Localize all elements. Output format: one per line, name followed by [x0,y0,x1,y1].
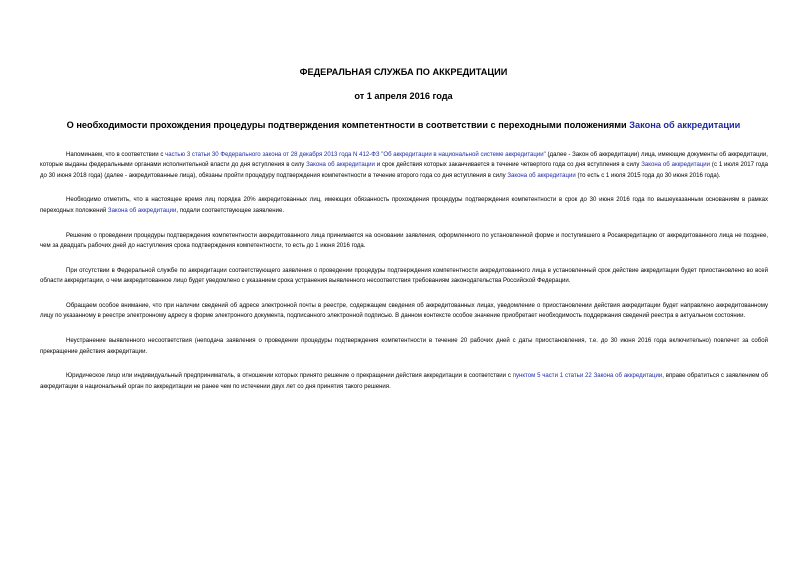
law-link[interactable]: Закона об аккредитации [641,162,711,169]
paragraph-text: Напоминаем, что в соответствии с [66,152,166,158]
paragraph-text: Необходимо отметить, что в настоящее время лиц порядка 20% аккредитованных лиц, имеющих обязанность прохождения процедуры подтверждения компетентности в срок до 30 июня 2016 года по вышеуказанным основаниям в рамках переходных положений [40,197,768,214]
paragraph-text: (то есть с 1 июля 2015 года до 30 июня 2016 года). [575,172,721,179]
paragraph-text: (далее - Закон об аккредитации) лица, имеющие документы об аккредитации, которые выданы федеральными органами исполнительной власти до дня вступления в силу [40,152,768,169]
paragraph-2 [40,195,768,216]
law-link[interactable]: Закона об аккредитации [507,172,576,179]
paragraph-3: Решение о проведении процедуры подтверждения компетентности аккредитованного лица принимается на основании заявления, оформленного по установленной форме и поступившего в Росаккредитацию от аккредитованного лица не позднее, чем за двадцать рабочих дней до наступления срока подтверждения компетентности, то есть до 1 июня 2016 года. [40,232,768,249]
document-subject [40,120,767,130]
subject-text: О необходимости прохождения процедуры подтверждения компетентности в соответствии с переходными положениями [66,120,630,130]
paragraph-1 [40,150,768,181]
document-date: от 1 апреля 2016 года [354,91,453,101]
paragraph-text: , подали соответствующее заявление. [176,207,285,214]
law-link[interactable]: Закона об аккредитации [306,162,375,169]
paragraph-7 [40,371,768,392]
law-link[interactable]: Закона об аккредитации [107,207,177,214]
paragraph-6: Неустранение выявленного несоответствия (неподача заявления о проведении процедуры подтверждения компетентности в течение 20 рабочих дней с даты приостановления, т.е. до 30 июня 2016 года включительно) повлечет за собой прекращение действия аккредитации. [40,338,768,355]
paragraph-text: и срок действия которых заканчивается в течение четвертого года со дня вступления в силу [374,162,642,169]
document-body [40,150,768,407]
paragraph-text: (с 1 июля 2017 года до 30 июня 2018 года) (далее - аккредитованные лица), обязаны пройти процедуру подтверждения компетентности в течение второго года со дня вступления в силу [40,162,769,179]
paragraph-text: , вправе обратиться с заявлением об аккредитации в национальный орган по аккредитации не ранее чем по истечении двух лет со дня принятия такого решения. [40,373,768,390]
subject-law-link[interactable]: Закона об аккредитации [629,120,741,130]
law-article-link[interactable]: пунктом 5 части 1 статьи 22 Закона об аккредитации [512,373,663,380]
paragraph-text: Юридическое лицо или индивидуальный предприниматель, в отношении которых принято решение о прекращении действия аккредитации в соответствии с [66,373,513,380]
organization-title: ФЕДЕРАЛЬНАЯ СЛУЖБА ПО АККРЕДИТАЦИИ [299,67,508,77]
law-article-link[interactable]: частью 3 статьи 30 Федерального закона от 28 декабря 2013 года N 412-ФЗ "Об аккредитации в национальной системе аккредитации" [165,152,546,158]
paragraph-5: Обращаем особое внимание, что при наличии сведений об адресе электронной почты в реестре, содержащем сведения об аккредитованных лицах, уведомление о приостановлении действия аккредитации будет направлено аккредитованному лицу по указанному в реестре электронному адресу в форме электронного документа, подписанного электронной подписью. В данном контексте особое значение приобретает необходимость поддержания сведений реестра в актуальном состоянии. [40,303,768,320]
paragraph-4: При отсутствии в Федеральной службе по аккредитации соответствующего заявления о проведении процедуры подтверждения компетентности аккредитованного лица в установленный срок действие аккредитации будет приостановлено во всей области аккредитации, о чем аккредитованное лицо будет уведомлено с указанием срока устранения выявленного несоответствия требованиям законодательства Российской Федерации. [40,267,768,285]
